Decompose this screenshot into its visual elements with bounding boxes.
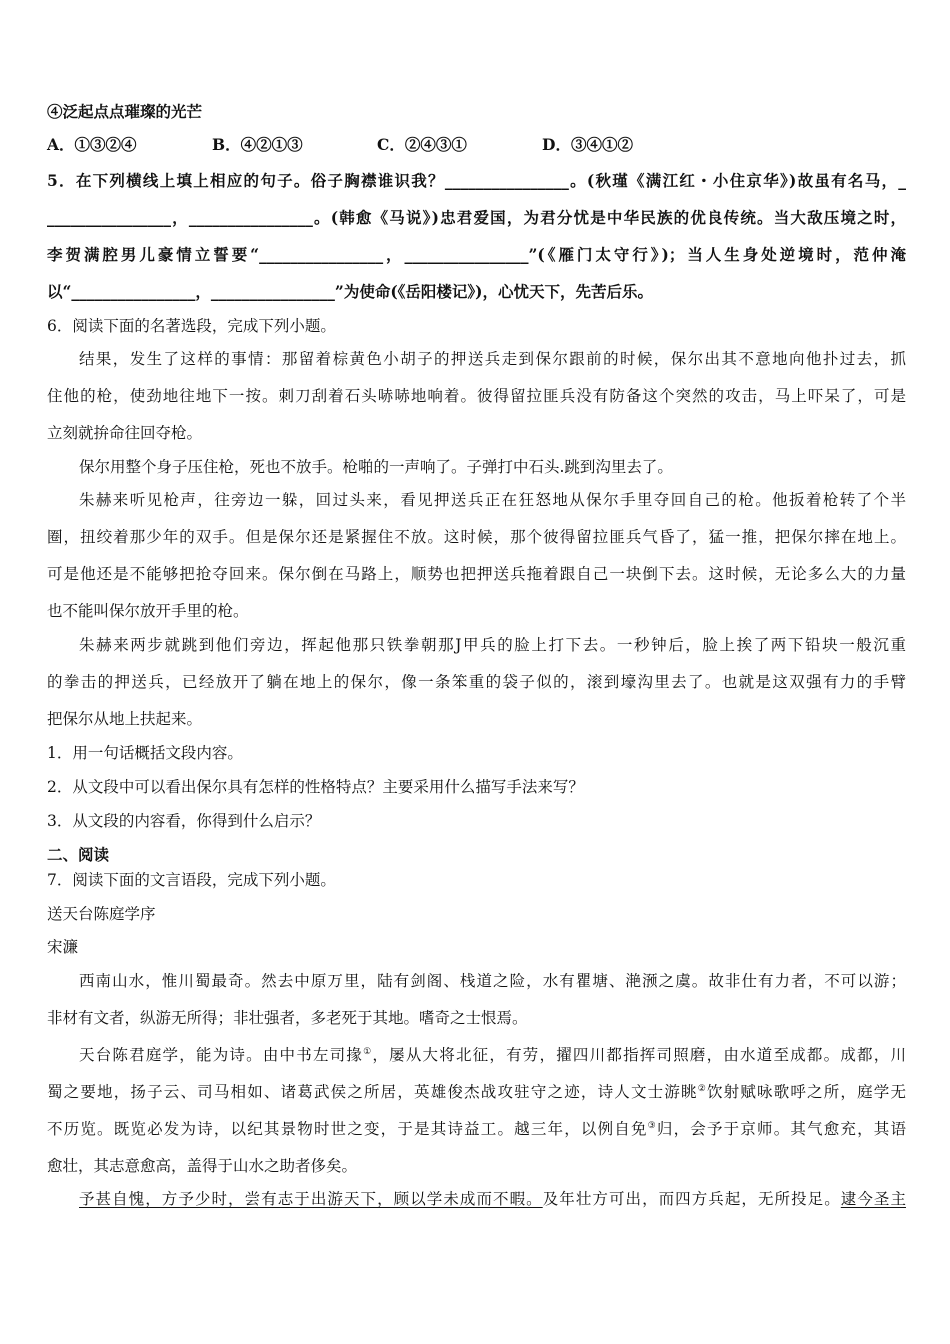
q6-p1-line3: 立刻就拚命往回夺枪。 — [47, 424, 203, 442]
underlined-sentence-1: 予甚自愧，方予少时，尝有志于出游天下，顾以学未成而不暇。 — [79, 1190, 543, 1208]
q5-line4: 以“________________，________________”为使命(《岳阳楼记》)，心忧天下，先苦后乐。 — [47, 282, 654, 301]
q6-p3-line1: 朱赫来听见枪声，往旁边一躲，回过头来，看见押送兵正在狂怒地从保尔手里夺回自己的枪。他扳着枪转了个半 — [79, 491, 906, 509]
q6-intro: 6．阅读下面的名著选段，完成下列小题。 — [47, 317, 336, 335]
q6-p4-line2: 的拳击的押送兵，已经放开了躺在地上的保尔，像一条笨重的袋子似的，滚到壕沟里去了。也就是这双强有力的手臂 — [47, 673, 906, 691]
q7-title: 送天台陈庭学序 — [47, 905, 156, 923]
q7-p2-line2: 蜀之要地，扬子云、司马相如、诸葛武侯之所居，英雄俊杰战攻驻守之迹，诗人文士游眺②饮射赋咏歌呼之所，庭学无 — [47, 1083, 906, 1101]
option-c: C．②④③① — [377, 135, 467, 154]
note-marker-1: ① — [363, 1046, 373, 1057]
q7-intro: 7．阅读下面的文言语段，完成下列小题。 — [47, 871, 336, 889]
q5-line2: ________________，________________。(韩愈《马说》)忠君爱国，为君分忧是中华民族的优良传统。当大敌压境之时， — [47, 208, 906, 227]
note-marker-3: ③ — [647, 1120, 657, 1131]
q7-p2-line3: 不历览。既览必发为诗，以纪其景物时世之变，于是其诗益工。越三年，以例自免③归，会予于京师。其气愈充，其语 — [47, 1120, 906, 1138]
section-heading: 二、阅读 — [47, 845, 110, 864]
q6-question2: 2．从文段中可以看出保尔具有怎样的性格特点？主要采用什么描写手法来写？ — [47, 778, 584, 796]
q7-p3-line1: 予甚自愧，方予少时，尝有志于出游天下，顾以学未成而不暇。及年壮方可出，而四方兵起，无所投足。逮今圣主 — [79, 1190, 906, 1208]
q6-p3-line3: 可是他还是不能够把抢夺回来。保尔倒在马路上，顺势也把押送兵拖着跟自己一块倒下去。这时候，无论多么大的力量 — [47, 565, 906, 583]
note-marker-2: ② — [697, 1083, 707, 1094]
q6-question1: 1．用一句话概括文段内容。 — [47, 744, 243, 762]
option-d: D．③④①② — [542, 135, 633, 154]
q6-p1-line2: 住他的枪，使劲地往地下一按。刺刀刮着石头哧哧地响着。彼得留拉匪兵没有防备这个突然的攻击，马上吓呆了，可是 — [47, 387, 906, 405]
q6-question3: 3．从文段的内容看，你得到什么启示？ — [47, 812, 321, 830]
option-a: A．①③②④ — [47, 135, 137, 154]
q7-p2-line4: 愈壮，其志意愈高，盖得于山水之助者侈矣。 — [47, 1157, 358, 1175]
q7-p1-line2: 非材有文者，纵游无所得；非壮强者，多老死于其地。嗜奇之士恨焉。 — [47, 1009, 528, 1027]
q5-line1: 5．在下列横线上填上相应的句子。俗子胸襟谁识我？________________。(秋瑾《满江红・小住京华》)故虽有名马，_ — [47, 171, 906, 190]
q7-p2-line1: 天台陈君庭学，能为诗。由中书左司掾①，屡从大将北征，有劳，擢四川都指挥司照磨，由水道至成都。成都，川 — [79, 1046, 906, 1064]
underlined-sentence-2: 逮今圣主 — [840, 1190, 906, 1208]
q6-p4-line3: 把保尔从地上扶起来。 — [47, 710, 203, 728]
q4-item4: ④泛起点点璀璨的光芒 — [47, 102, 203, 121]
q6-p4-line1: 朱赫来两步就跳到他们旁边，挥起他那只铁拳朝那J甲兵的脸上打下去。一秒钟后，脸上挨了两下铅块一般沉重 — [79, 636, 906, 654]
option-b: B．④②①③ — [212, 135, 303, 154]
q7-p1-line1: 西南山水，惟川蜀最奇。然去中原万里，陆有剑阁、栈道之险，水有瞿塘、滟滪之虞。故非仕有力者，不可以游； — [79, 972, 906, 990]
q6-p2: 保尔用整个身子压住枪，死也不放手。枪啪的一声响了。子弹打中石头.跳到沟里去了。 — [79, 458, 673, 476]
q5-line3: 李贺满腔男儿豪情立誓要“________________，________________”(《雁门太守行》)；当人生身处逆境时，范仲淹 — [47, 245, 906, 264]
q6-p3-line4: 也不能叫保尔放开手里的枪。 — [47, 602, 249, 620]
q7-author: 宋濂 — [47, 938, 79, 956]
q6-p3-line2: 圈，扭绞着那少年的双手。但是保尔还是紧握住不放。这时候，那个彼得留拉匪兵气昏了，猛一推，把保尔摔在地上。 — [47, 528, 906, 546]
q6-p1-line1: 结果，发生了这样的事情：那留着棕黄色小胡子的押送兵走到保尔跟前的时候，保尔出其不意地向他扑过去，抓 — [79, 350, 906, 368]
